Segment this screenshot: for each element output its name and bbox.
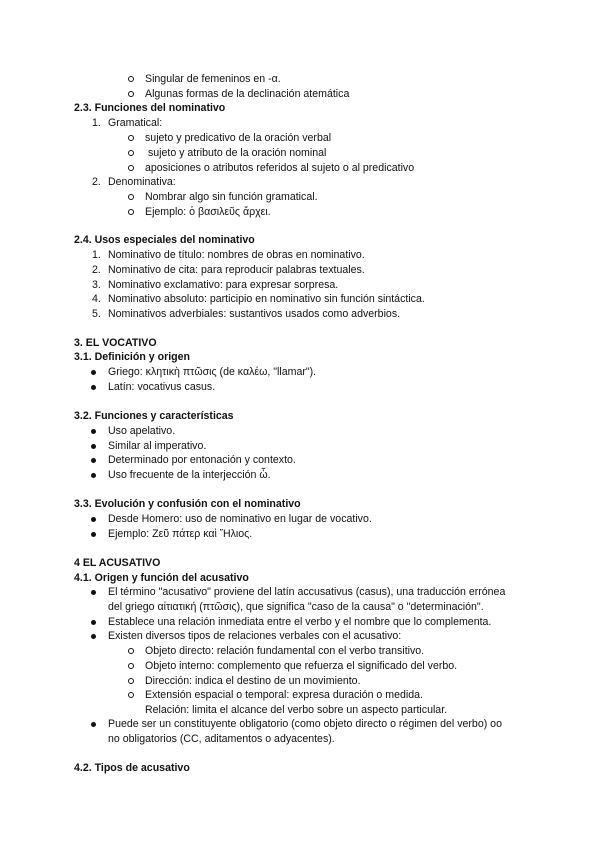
list-item: sujeto y predicativo de la oración verbal [145, 132, 332, 144]
list-item: Singular de femeninos en -α. [145, 73, 281, 85]
list-number: 4. [92, 293, 101, 305]
list-item: Nominativo de título: nombres de obras en nominativo. [108, 249, 365, 261]
list-item: Uso frecuente de la interjección ὦ. [108, 469, 271, 481]
list-item: Puede ser un constituyente obligatorio (como objeto directo o régimen del verbo) oo [108, 718, 502, 730]
circle-bullet-icon [128, 135, 134, 141]
list-item: Desde Homero: uso de nominativo en lugar de vocativo. [108, 513, 372, 525]
bullet-icon [91, 590, 96, 595]
circle-bullet-icon [128, 150, 134, 156]
list-item-continuation: no obligatorios (CC, aditamentos o adyacentes). [108, 733, 335, 745]
chapter-heading: 4 EL ACUSATIVO [74, 557, 161, 569]
list-item: sujeto y atributo de la oración nominal [145, 147, 327, 159]
section-heading: 3.1. Definición y origen [74, 351, 190, 363]
list-item: Establece una relación inmediata entre el verbo y el nombre que lo complementa. [108, 616, 492, 628]
list-number: 3. [92, 279, 101, 291]
list-item: Nominativos adverbiales: sustantivos usados como adverbios. [108, 308, 401, 320]
list-number: 2. [92, 176, 101, 188]
list-item: Ejemplo: Ζεῦ πάτερ καὶ Ἥλιος. [108, 528, 253, 540]
list-item: Gramatical: [108, 117, 163, 129]
list-item: El término "acusativo" proviene del latín accusativus (casus), una traducción errónea [108, 586, 506, 598]
list-item: Objeto directo: relación fundamental con el verbo transitivo. [145, 645, 425, 657]
list-item: Nominativo exclamativo: para expresar sorpresa. [108, 279, 339, 291]
circle-bullet-icon [128, 678, 134, 684]
section-heading: 4.2. Tipos de acusativo [74, 762, 190, 774]
bullet-icon [91, 517, 96, 522]
list-item: Algunas formas de la declinación atemática [145, 88, 350, 100]
list-item: Existen diversos tipos de relaciones verbales con el acusativo: [108, 630, 402, 642]
bullet-icon [91, 458, 96, 463]
list-item: Nominativo de cita: para reproducir palabras textuales. [108, 264, 365, 276]
circle-bullet-icon [128, 209, 134, 215]
bullet-icon [91, 444, 96, 449]
circle-bullet-icon [128, 194, 134, 200]
bullet-icon [91, 473, 96, 478]
list-item: Relación: limita el alcance del verbo sobre un aspecto particular. [145, 704, 448, 716]
list-item: Latín: vocativus casus. [108, 381, 216, 393]
bullet-icon [91, 429, 96, 434]
section-heading: 3.3. Evolución y confusión con el nominativo [74, 498, 301, 510]
section-heading: 3.2. Funciones y características [74, 410, 234, 422]
circle-bullet-icon [128, 91, 134, 97]
circle-bullet-icon [128, 692, 134, 698]
circle-bullet-icon [128, 663, 134, 669]
list-item: Nominativo absoluto: participio en nominativo sin función sintáctica. [108, 293, 425, 305]
list-item: Dirección: indica el destino de un movimiento. [145, 675, 361, 687]
list-item: Objeto interno: complemento que refuerza el significado del verbo. [145, 660, 458, 672]
chapter-heading: 3. EL VOCATIVO [74, 337, 157, 349]
list-number: 1. [92, 117, 101, 129]
list-number: 1. [92, 249, 101, 261]
list-item: Similar al imperativo. [108, 440, 207, 452]
bullet-icon [91, 634, 96, 639]
list-item-continuation: del griego αἰτιατική (πτῶσις), que significa "caso de la causa" o "determinación". [108, 601, 484, 613]
circle-bullet-icon [128, 76, 134, 82]
list-item: Nombrar algo sin función gramatical. [145, 191, 318, 203]
section-heading: 2.4. Usos especiales del nominativo [74, 234, 255, 246]
list-item: Determinado por entonación y contexto. [108, 454, 296, 466]
circle-bullet-icon [128, 648, 134, 654]
section-heading: 4.1. Origen y función del acusativo [74, 572, 249, 584]
section-heading: 2.3. Funciones del nominativo [74, 102, 226, 114]
bullet-icon [91, 620, 96, 625]
list-item: aposiciones o atributos referidos al sujeto o al predicativo [145, 162, 415, 174]
bullet-icon [91, 532, 96, 537]
list-number: 2. [92, 264, 101, 276]
list-item: Extensión espacial o temporal: expresa duración o medida. [145, 689, 423, 701]
list-item: Ejemplo: ὁ βασιλεῦς ἄρχει. [145, 206, 271, 218]
list-number: 5. [92, 308, 101, 320]
circle-bullet-icon [128, 165, 134, 171]
bullet-icon [91, 722, 96, 727]
bullet-icon [91, 385, 96, 390]
list-item: Uso apelativo. [108, 425, 176, 437]
list-item: Griego: κλητικὴ πτῶσις (de καλέω, "llamar"). [108, 366, 317, 378]
bullet-icon [91, 370, 96, 375]
list-item: Denominativa: [108, 176, 176, 188]
